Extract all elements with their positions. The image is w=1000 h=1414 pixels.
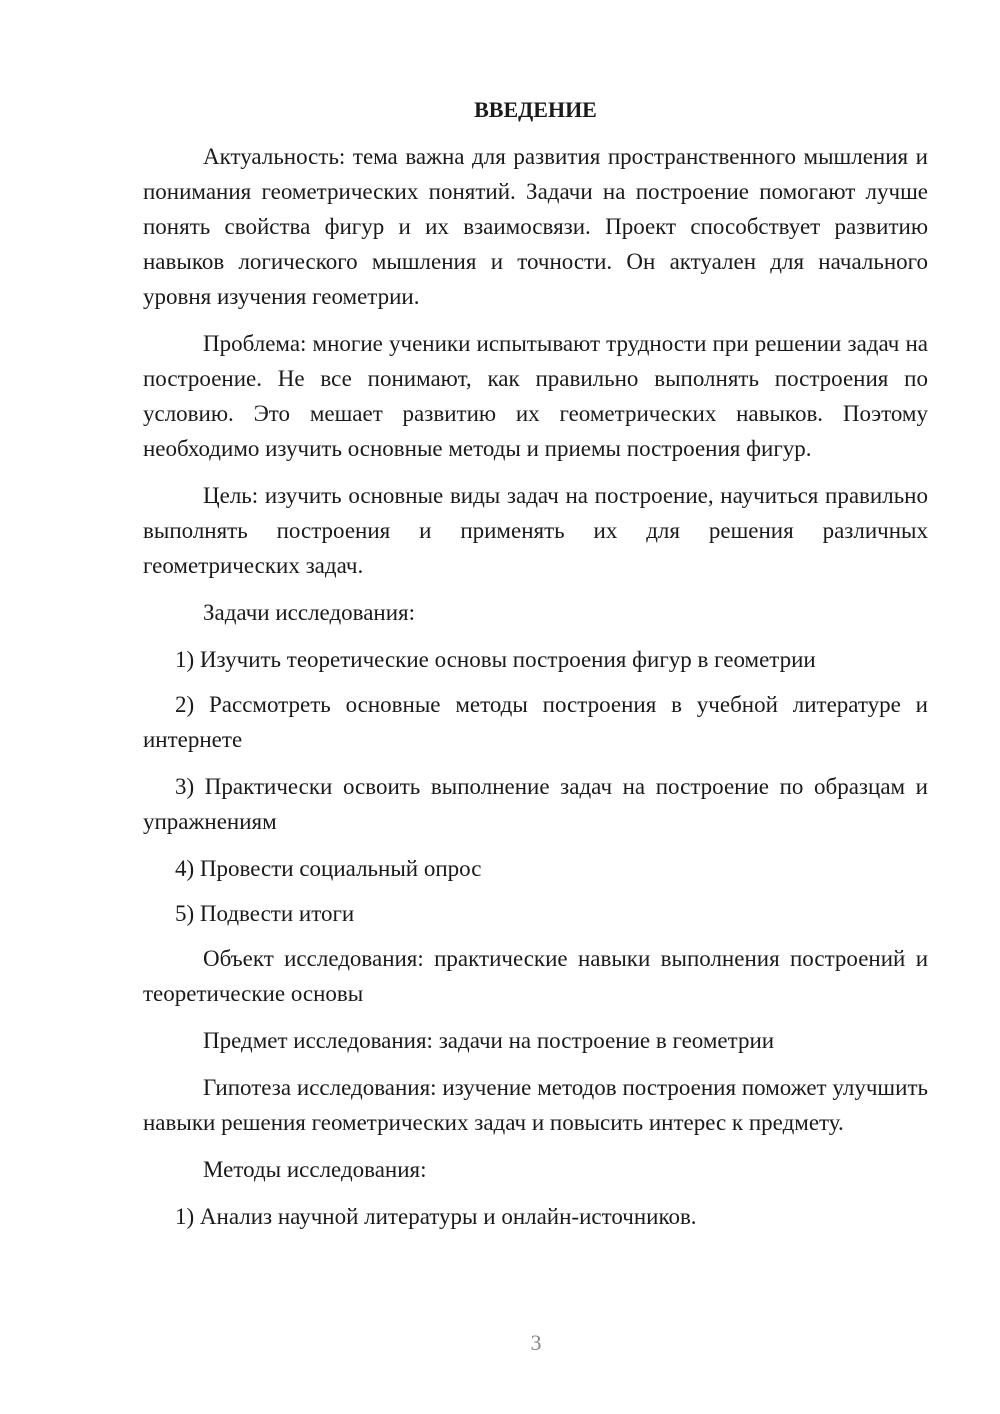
list-item: 1) Изучить теоретические основы построения фигур в геометрии — [175, 647, 816, 672]
paragraph-goal: Цель: изучить основные виды задач на построение, научиться правильно выполнять построения и применять их для решения различных геометрических задач. — [143, 483, 928, 578]
paragraph-subject: Предмет исследования: задачи на построение в геометрии — [203, 1028, 775, 1053]
paragraph-object: Объект исследования: практические навыки выполнения построений и теоретические основы — [143, 946, 928, 1006]
page-number: 3 — [530, 1330, 542, 1355]
paragraph-problem: Проблема: многие ученики испытывают трудности при решении задач на построение. Не все понимают, как правильно выполнять построения по условию. Это мешает развитию их геометрических навыков. Поэтому необходимо изучить основные методы и приемы построения фигур. — [143, 331, 928, 461]
list-item: 4) Провести социальный опрос — [175, 856, 482, 881]
list-item: 2) Рассмотреть основные методы построения в учебной литературе и интернете — [143, 692, 928, 752]
list-item: 5) Подвести итоги — [175, 901, 355, 926]
tasks-heading: Задачи исследования: — [203, 600, 416, 625]
page-title: ВВЕДЕНИЕ — [474, 97, 597, 122]
paragraph-hypothesis: Гипотеза исследования: изучение методов построения поможет улучшить навыки решения геометрических задач и повысить интерес к предмету. — [143, 1075, 928, 1135]
list-item: 1) Анализ научной литературы и онлайн-источников. — [175, 1204, 697, 1229]
page-content — [143, 95, 928, 1244]
paragraph-relevance: Актуальность: тема важна для развития пространственного мышления и понимания геометрических понятий. Задачи на построение помогают лучше понять свойства фигур и их взаимосвязи. Проект способствует развитию навыков логического мышления и точности. Он актуален для начального уровня изучения геометрии. — [143, 144, 928, 309]
list-item: 3) Практически освоить выполнение задач на построение по образцам и упражнениям — [143, 774, 928, 834]
methods-heading: Методы исследования: — [203, 1157, 427, 1182]
